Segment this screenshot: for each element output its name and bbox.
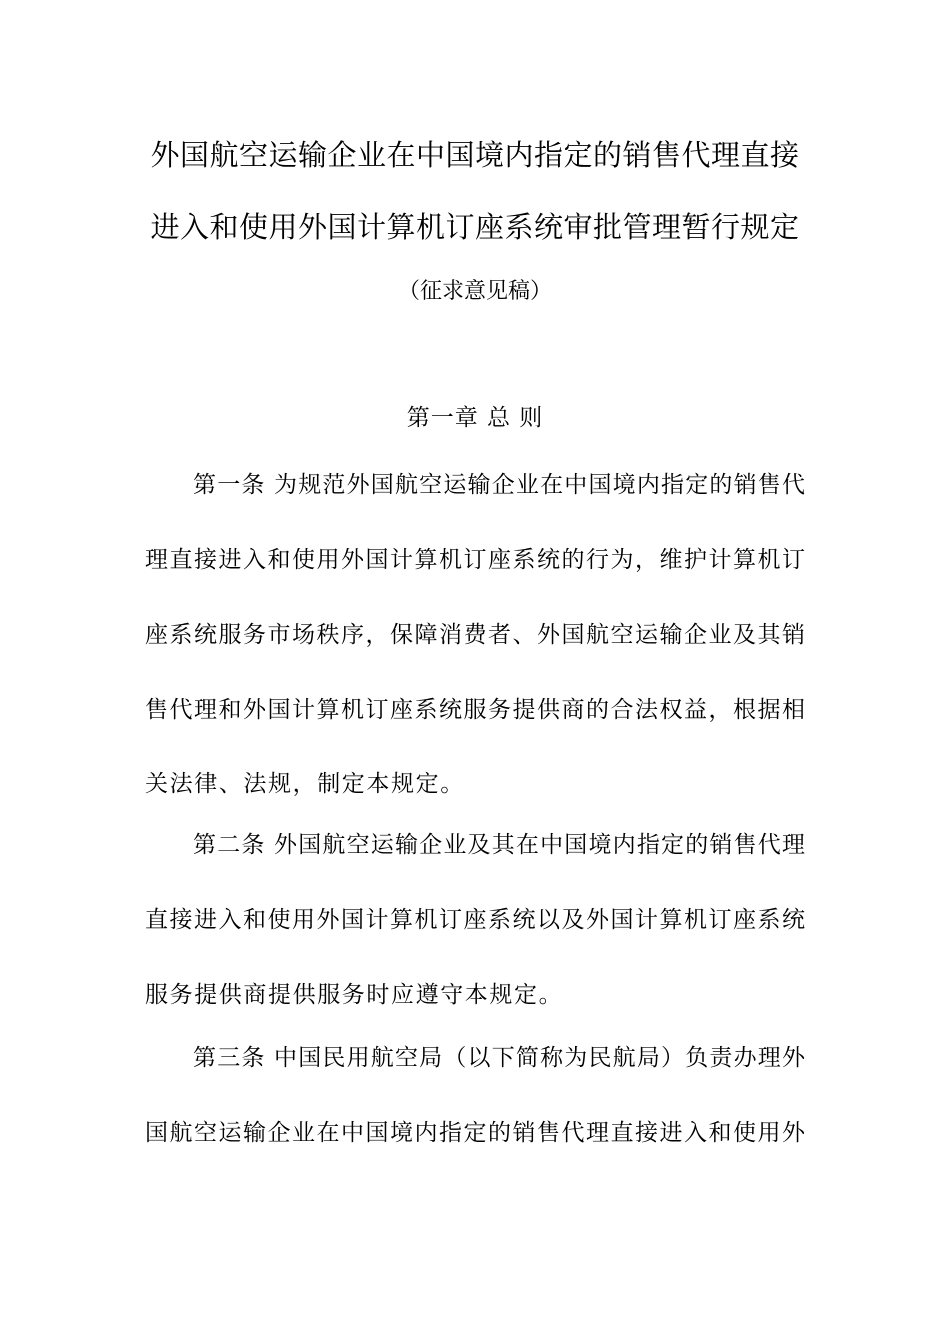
document-title-line-1: 外国航空运输企业在中国境内指定的销售代理直接 xyxy=(150,138,800,172)
document-subtitle: （征求意见稿） xyxy=(397,279,552,304)
article-1-line-5: 关法律、法规，制定本规定。 xyxy=(145,771,465,797)
article-1-line-1: 第一条 为规范外国航空运输企业在中国境内指定的销售代 xyxy=(193,472,805,498)
article-1-line-4: 售代理和外国计算机订座系统服务提供商的合法权益，根据相 xyxy=(145,697,805,723)
document-title-line-2: 进入和使用外国计算机订座系统审批管理暂行规定 xyxy=(150,210,800,244)
article-2-line-2: 直接进入和使用外国计算机订座系统以及外国计算机订座系统 xyxy=(145,907,805,933)
article-1-line-2: 理直接进入和使用外国计算机订座系统的行为，维护计算机订 xyxy=(145,547,805,573)
article-1-line-3: 座系统服务市场秩序，保障消费者、外国航空运输企业及其销 xyxy=(145,622,805,648)
article-3-line-2: 国航空运输企业在中国境内指定的销售代理直接进入和使用外 xyxy=(145,1120,805,1146)
chapter-heading: 第一章 总 则 xyxy=(406,405,544,431)
article-2-line-1: 第二条 外国航空运输企业及其在中国境内指定的销售代理 xyxy=(193,832,805,858)
article-2-line-3: 服务提供商提供服务时应遵守本规定。 xyxy=(145,982,564,1008)
article-3-line-1: 第三条 中国民用航空局（以下简称为民航局）负责办理外 xyxy=(193,1045,805,1071)
